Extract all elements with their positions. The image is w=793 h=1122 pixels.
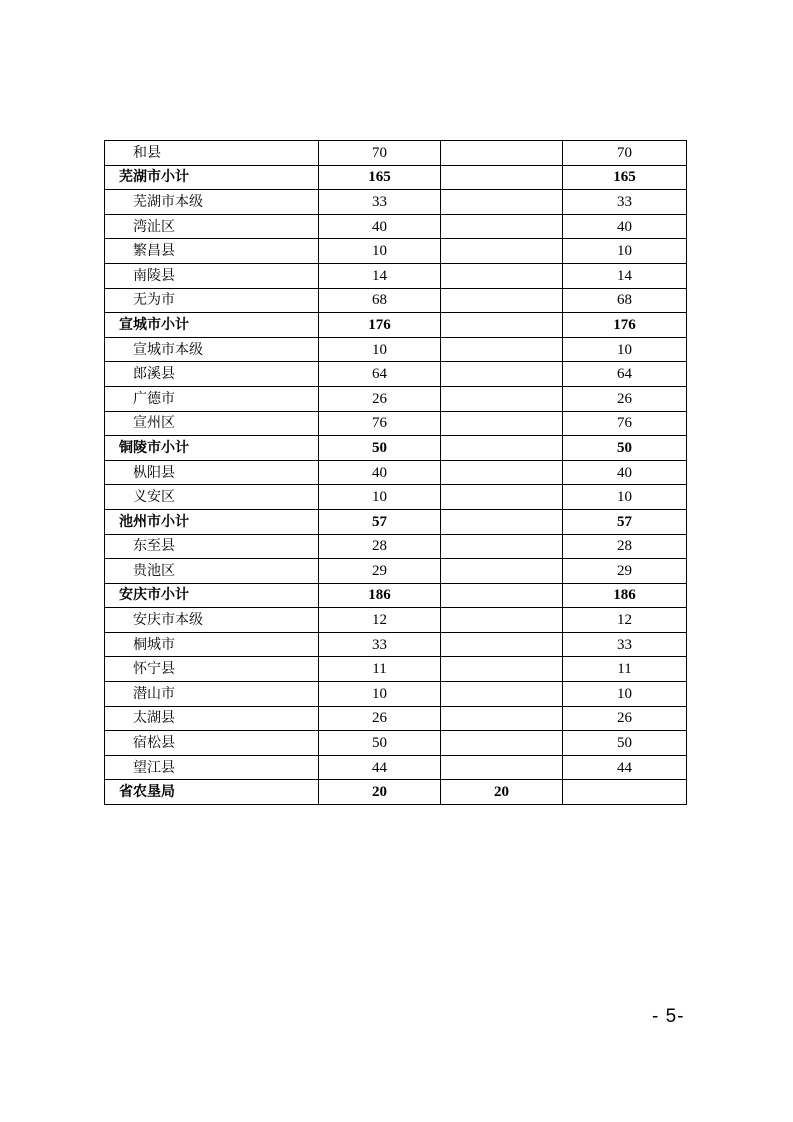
- region-name-cell: 宣州区: [105, 411, 319, 436]
- value-cell-col3: 44: [563, 755, 687, 780]
- value-cell-col2: [441, 263, 563, 288]
- value-cell-col1: 29: [319, 559, 441, 584]
- value-cell-col2: 20: [441, 780, 563, 805]
- value-cell-col2: [441, 436, 563, 461]
- table-row: [105, 362, 687, 387]
- value-cell-col3: 11: [563, 657, 687, 682]
- value-cell-col3: 176: [563, 313, 687, 338]
- value-cell-col1: 14: [319, 263, 441, 288]
- region-name-cell: 宿松县: [105, 731, 319, 756]
- region-name-cell: 枞阳县: [105, 460, 319, 485]
- region-name-cell: 芜湖市本级: [105, 190, 319, 215]
- value-cell-col2: [441, 411, 563, 436]
- value-cell-col3: 29: [563, 559, 687, 584]
- value-cell-col1: 176: [319, 313, 441, 338]
- region-name-cell: 义安区: [105, 485, 319, 510]
- value-cell-col1: 57: [319, 509, 441, 534]
- value-cell-col1: 12: [319, 608, 441, 633]
- value-cell-col2: [441, 337, 563, 362]
- page-number: - 5-: [652, 1006, 685, 1027]
- value-cell-col1: 26: [319, 706, 441, 731]
- value-cell-col3: 33: [563, 632, 687, 657]
- value-cell-col2: [441, 583, 563, 608]
- region-name-cell: 太湖县: [105, 706, 319, 731]
- table-row: [105, 755, 687, 780]
- table-body: [105, 141, 687, 805]
- value-cell-col3: 64: [563, 362, 687, 387]
- region-name-cell: 无为市: [105, 288, 319, 313]
- value-cell-col1: 40: [319, 460, 441, 485]
- region-name-cell: 郎溪县: [105, 362, 319, 387]
- value-cell-col2: [441, 214, 563, 239]
- value-cell-col1: 165: [319, 165, 441, 190]
- region-name-cell: 广德市: [105, 386, 319, 411]
- region-name-cell: 芜湖市小计: [105, 165, 319, 190]
- region-name-cell: 怀宁县: [105, 657, 319, 682]
- value-cell-col1: 40: [319, 214, 441, 239]
- value-cell-col2: [441, 165, 563, 190]
- region-name-cell: 铜陵市小计: [105, 436, 319, 461]
- value-cell-col3: 40: [563, 460, 687, 485]
- region-name-cell: 繁昌县: [105, 239, 319, 264]
- region-name-cell: 桐城市: [105, 632, 319, 657]
- subtotal-row: [105, 165, 687, 190]
- allocation-table: [104, 140, 687, 805]
- value-cell-col3: 57: [563, 509, 687, 534]
- value-cell-col3: 12: [563, 608, 687, 633]
- value-cell-col2: [441, 608, 563, 633]
- value-cell-col1: 44: [319, 755, 441, 780]
- value-cell-col2: [441, 559, 563, 584]
- value-cell-col1: 33: [319, 632, 441, 657]
- region-name-cell: 贵池区: [105, 559, 319, 584]
- value-cell-col2: [441, 239, 563, 264]
- value-cell-col3: 26: [563, 706, 687, 731]
- table-row: [105, 657, 687, 682]
- value-cell-col3: 10: [563, 239, 687, 264]
- table-row: [105, 559, 687, 584]
- region-name-cell: 和县: [105, 141, 319, 166]
- value-cell-col3: 10: [563, 682, 687, 707]
- value-cell-col2: [441, 755, 563, 780]
- value-cell-col1: 10: [319, 485, 441, 510]
- table-row: [105, 190, 687, 215]
- region-name-cell: 安庆市小计: [105, 583, 319, 608]
- table-row: [105, 141, 687, 166]
- region-name-cell: 安庆市本级: [105, 608, 319, 633]
- value-cell-col3: 186: [563, 583, 687, 608]
- value-cell-col1: 186: [319, 583, 441, 608]
- table-row: [105, 608, 687, 633]
- table-row: [105, 485, 687, 510]
- table-row: [105, 706, 687, 731]
- value-cell-col1: 68: [319, 288, 441, 313]
- table-row: [105, 263, 687, 288]
- subtotal-row: [105, 780, 687, 805]
- value-cell-col1: 50: [319, 731, 441, 756]
- table-row: [105, 411, 687, 436]
- value-cell-col3: 26: [563, 386, 687, 411]
- region-name-cell: 宣城市小计: [105, 313, 319, 338]
- value-cell-col2: [441, 386, 563, 411]
- region-name-cell: 省农垦局: [105, 780, 319, 805]
- value-cell-col1: 70: [319, 141, 441, 166]
- table-row: [105, 288, 687, 313]
- value-cell-col2: [441, 460, 563, 485]
- region-name-cell: 潜山市: [105, 682, 319, 707]
- table-row: [105, 214, 687, 239]
- value-cell-col1: 11: [319, 657, 441, 682]
- table-row: [105, 386, 687, 411]
- value-cell-col1: 64: [319, 362, 441, 387]
- value-cell-col3: 33: [563, 190, 687, 215]
- region-name-cell: 宣城市本级: [105, 337, 319, 362]
- table-row: [105, 682, 687, 707]
- region-name-cell: 池州市小计: [105, 509, 319, 534]
- table-row: [105, 239, 687, 264]
- value-cell-col2: [441, 682, 563, 707]
- table-row: [105, 460, 687, 485]
- subtotal-row: [105, 583, 687, 608]
- table-row: [105, 337, 687, 362]
- value-cell-col3: 50: [563, 436, 687, 461]
- value-cell-col2: [441, 141, 563, 166]
- value-cell-col1: 10: [319, 682, 441, 707]
- region-name-cell: 东至县: [105, 534, 319, 559]
- value-cell-col2: [441, 362, 563, 387]
- subtotal-row: [105, 313, 687, 338]
- value-cell-col1: 50: [319, 436, 441, 461]
- value-cell-col2: [441, 657, 563, 682]
- value-cell-col2: [441, 288, 563, 313]
- value-cell-col1: 76: [319, 411, 441, 436]
- region-name-cell: 湾沚区: [105, 214, 319, 239]
- value-cell-col1: 33: [319, 190, 441, 215]
- value-cell-col3: 28: [563, 534, 687, 559]
- subtotal-row: [105, 436, 687, 461]
- table-row: [105, 534, 687, 559]
- value-cell-col2: [441, 509, 563, 534]
- value-cell-col3: 50: [563, 731, 687, 756]
- value-cell-col2: [441, 534, 563, 559]
- value-cell-col2: [441, 485, 563, 510]
- value-cell-col2: [441, 706, 563, 731]
- value-cell-col1: 10: [319, 239, 441, 264]
- value-cell-col3: 76: [563, 411, 687, 436]
- subtotal-row: [105, 509, 687, 534]
- value-cell-col2: [441, 731, 563, 756]
- value-cell-col3: 165: [563, 165, 687, 190]
- value-cell-col3: 68: [563, 288, 687, 313]
- value-cell-col2: [441, 190, 563, 215]
- value-cell-col3: 70: [563, 141, 687, 166]
- value-cell-col3: [563, 780, 687, 805]
- value-cell-col1: 20: [319, 780, 441, 805]
- region-name-cell: 望江县: [105, 755, 319, 780]
- value-cell-col1: 10: [319, 337, 441, 362]
- value-cell-col3: 10: [563, 337, 687, 362]
- value-cell-col2: [441, 632, 563, 657]
- region-name-cell: 南陵县: [105, 263, 319, 288]
- value-cell-col3: 10: [563, 485, 687, 510]
- table-row: [105, 731, 687, 756]
- value-cell-col3: 14: [563, 263, 687, 288]
- value-cell-col1: 26: [319, 386, 441, 411]
- value-cell-col3: 40: [563, 214, 687, 239]
- value-cell-col2: [441, 313, 563, 338]
- value-cell-col1: 28: [319, 534, 441, 559]
- table-row: [105, 632, 687, 657]
